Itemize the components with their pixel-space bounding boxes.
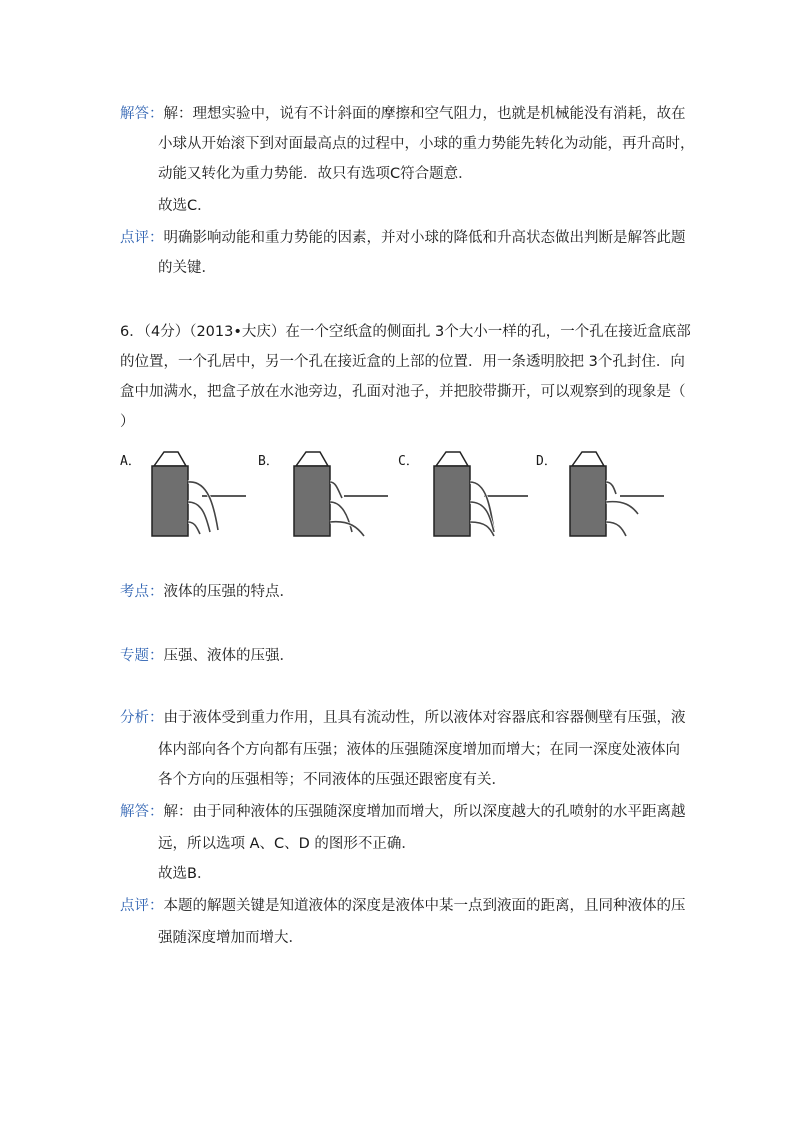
- question6-line2: 的位置，一个孔居中，另一个孔在接近盒的上部的位置．用一条透明胶把 3个孔封住．向: [120, 354, 685, 370]
- answer2-label: 解答：: [120, 804, 164, 820]
- topic-line: [120, 646, 294, 666]
- analysis-line2: 体内部向各个方向都有压强；液体的压强随深度增加而增大；在同一深度处液体向: [158, 742, 680, 758]
- option-a-figure: [148, 450, 248, 540]
- answer2-text1: 解：由于同种液体的压强随深度增加而增大，所以深度越大的孔喷射的水平距离越: [163, 804, 686, 820]
- topic-text: 压强、液体的压强．: [163, 648, 294, 664]
- answer1-line4: 故选C．: [158, 198, 212, 214]
- answer1-label: 解答：: [120, 106, 164, 122]
- option-d-label: D．: [536, 454, 557, 469]
- comment2-label: 点评：: [120, 898, 164, 914]
- option-a-label: A．: [120, 454, 141, 469]
- point-line: [120, 582, 294, 602]
- option-c-figure: [430, 450, 530, 540]
- analysis-line3: 各个方向的压强相等；不同液体的压强还跟密度有关．: [158, 772, 506, 788]
- answer2-line3: 故选B．: [158, 866, 212, 882]
- point-label: 考点：: [120, 584, 164, 600]
- comment2-text1: 本题的解题关键是知道液体的深度是液体中某一点到液面的距离，且同种液体的压: [163, 898, 686, 914]
- option-b-figure: [290, 450, 390, 540]
- option-d-figure: [566, 450, 666, 540]
- comment1-label: 点评：: [120, 230, 164, 246]
- answer1-text1: 解：理想实验中，说有不计斜面的摩擦和空气阻力，也就是机械能没有消耗，故在: [163, 106, 686, 122]
- comment1-text1: 明确影响动能和重力势能的因素，并对小球的降低和升高状态做出判断是解答此题: [163, 230, 686, 246]
- comment2-line1: [120, 896, 686, 916]
- answer1-line3: 动能又转化为重力势能．故只有选项C符合题意．: [158, 166, 473, 182]
- analysis-line1: [120, 708, 686, 728]
- question6-line3: 盒中加满水，把盒子放在水池旁边，孔面对池子，并把胶带撕开，可以观察到的现象是（: [120, 384, 686, 400]
- option-c-label: C．: [398, 454, 419, 469]
- analysis-text1: 由于液体受到重力作用，且具有流动性，所以液体对容器底和容器侧壁有压强，液: [163, 710, 686, 726]
- option-b-label: B．: [258, 454, 279, 469]
- comment1-line1: [120, 228, 686, 248]
- answer1-line1: [120, 104, 686, 124]
- question6-line1: 6．（4分）（2013•大庆）在一个空纸盒的侧面扎 3个大小一样的孔，一个孔在接近盒底部: [120, 324, 691, 340]
- analysis-label: 分析：: [120, 710, 164, 726]
- answer2-line1: [120, 802, 686, 822]
- point-text: 液体的压强的特点．: [163, 584, 294, 600]
- question6-line4: ）: [120, 414, 135, 430]
- comment2-line2: 强随深度增加而增大．: [158, 930, 303, 946]
- topic-label: 专题：: [120, 648, 164, 664]
- answer1-line2: 小球从开始滚下到对面最高点的过程中，小球的重力势能先转化为动能，再升高时，: [158, 136, 695, 152]
- answer2-line2: 远，所以选项 A、C、D 的图形不正确．: [158, 836, 416, 852]
- comment1-line2: 的关键．: [158, 260, 216, 276]
